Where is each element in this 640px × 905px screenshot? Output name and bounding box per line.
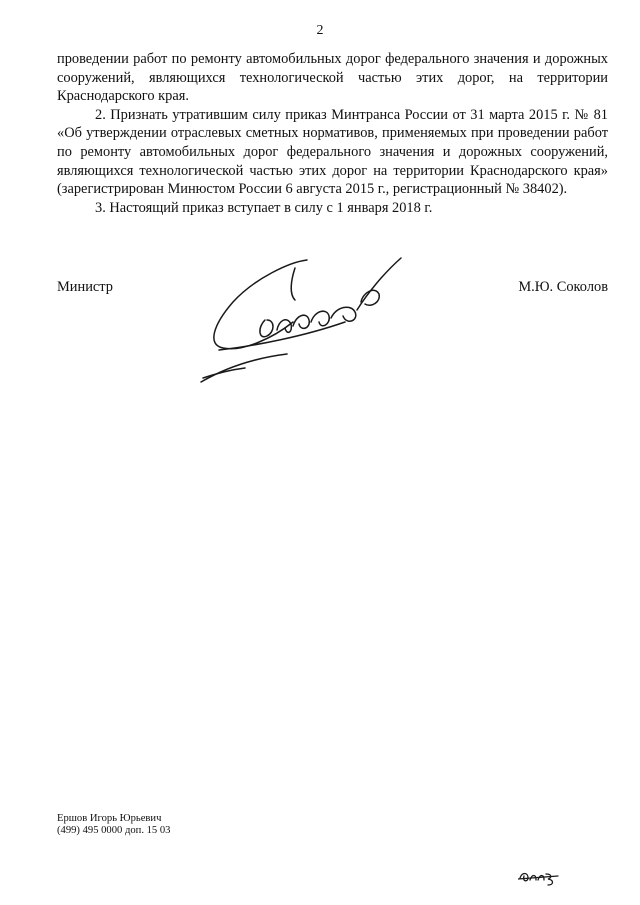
document-body	[57, 50, 608, 217]
paragraph-item-3: 3. Настоящий приказ вступает в силу с 1 января 2018 г.	[95, 199, 433, 216]
signatory-title: Министр	[57, 279, 113, 295]
handwritten-signature	[195, 250, 415, 390]
executor-info	[57, 813, 170, 837]
page-number: 2	[316, 23, 324, 38]
handwritten-initials	[518, 866, 560, 888]
paragraph-continuation: проведении работ по ремонту автомобильных дорог федерального значения и дорожных сооружений, являющихся технологической частью этих дорог, на территории Краснодарского края.	[57, 51, 608, 105]
paragraph-item-2: 2. Признать утратившим силу приказ Минтранса России от 31 марта 2015 г. № 81 «Об утверждении отраслевых сметных нормативов, применяемых при проведении работ по ремонту автомобильных дорог федерального значения и дорожных сооружений, являющихся технологической частью этих дорог на территории Краснодарского края» (зарегистрирован Минюстом России 6 августа 2015 г., регистрационный № 38402).	[57, 106, 608, 198]
executor-phone: (499) 495 0000 доп. 15 03	[57, 825, 171, 836]
signatory-name: М.Ю. Соколов	[518, 279, 608, 295]
executor-name: Ершов Игорь Юрьевич	[57, 813, 162, 824]
